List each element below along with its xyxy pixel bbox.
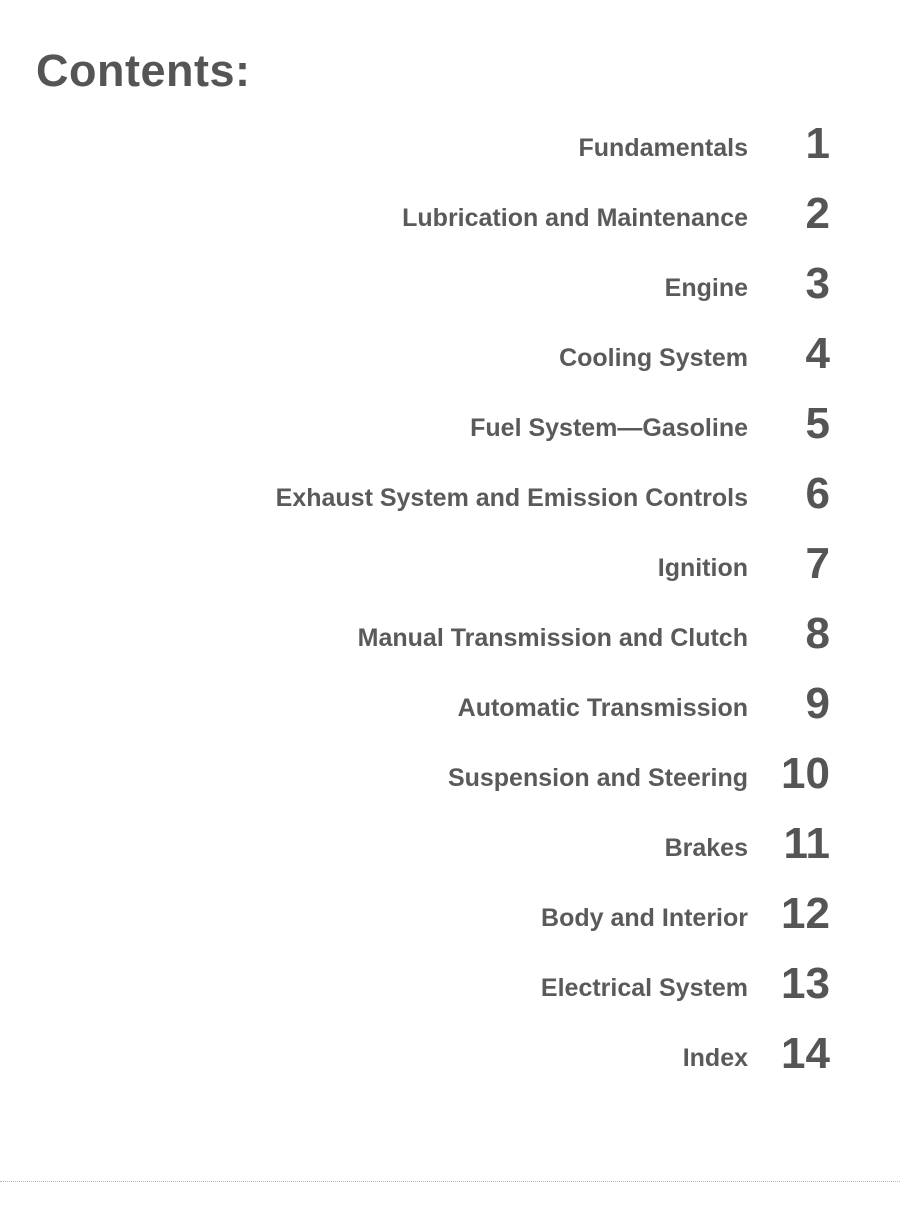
toc-entry-title: Suspension and Steering bbox=[447, 764, 748, 792]
toc-entry-brakes[interactable] bbox=[0, 818, 910, 888]
toc-entry-electrical-system[interactable] bbox=[0, 958, 910, 1028]
toc-entry-number: 6 bbox=[805, 469, 830, 518]
toc-entry-fundamentals[interactable] bbox=[0, 118, 910, 188]
toc-entry-title: Exhaust System and Emission Controls bbox=[275, 484, 748, 512]
toc-entry-fuel-system-gasoline[interactable] bbox=[0, 398, 910, 468]
page-title: Contents: bbox=[36, 45, 251, 96]
toc-entry-number: 4 bbox=[805, 329, 830, 378]
toc-entry-title: Fundamentals bbox=[578, 134, 748, 162]
toc-entry-title: Body and Interior bbox=[541, 904, 748, 932]
toc-entry-title: Brakes bbox=[664, 834, 748, 862]
toc-entry-title: Index bbox=[682, 1044, 748, 1072]
toc-entry-title: Engine bbox=[664, 274, 748, 302]
toc-entry-number: 7 bbox=[805, 539, 830, 588]
toc-entry-number: 11 bbox=[783, 819, 830, 868]
page-bottom-rule bbox=[0, 1181, 900, 1182]
toc-entry-ignition[interactable] bbox=[0, 538, 910, 608]
toc-entry-exhaust-system-and-emission-controls[interactable] bbox=[0, 468, 910, 538]
toc-entry-title: Lubrication and Maintenance bbox=[402, 204, 748, 232]
toc-entry-manual-transmission-and-clutch[interactable] bbox=[0, 608, 910, 678]
toc-entry-index[interactable] bbox=[0, 1028, 910, 1098]
toc-entry-number: 1 bbox=[805, 119, 830, 168]
toc-entry-engine[interactable] bbox=[0, 258, 910, 328]
toc-entry-title: Cooling System bbox=[559, 344, 748, 372]
toc-entry-lubrication-and-maintenance[interactable] bbox=[0, 188, 910, 258]
toc-entry-number: 9 bbox=[805, 679, 830, 728]
toc-entry-title: Electrical System bbox=[540, 974, 748, 1002]
toc-entry-title: Fuel System—Gasoline bbox=[470, 414, 748, 442]
toc-entry-number: 5 bbox=[805, 399, 830, 448]
toc-entry-number: 13 bbox=[781, 959, 830, 1008]
table-of-contents bbox=[0, 118, 910, 1098]
toc-entry-number: 12 bbox=[781, 889, 830, 938]
toc-entry-title: Manual Transmission and Clutch bbox=[357, 624, 748, 652]
toc-entry-title: Ignition bbox=[657, 554, 748, 582]
toc-entry-number: 2 bbox=[805, 189, 830, 238]
toc-entry-cooling-system[interactable] bbox=[0, 328, 910, 398]
toc-entry-number: 14 bbox=[781, 1029, 830, 1078]
toc-entry-automatic-transmission[interactable] bbox=[0, 678, 910, 748]
toc-entry-number: 8 bbox=[805, 609, 830, 658]
toc-entry-number: 3 bbox=[805, 259, 830, 308]
toc-entry-body-and-interior[interactable] bbox=[0, 888, 910, 958]
toc-entry-title: Automatic Transmission bbox=[457, 694, 748, 722]
toc-entry-number: 10 bbox=[781, 749, 830, 798]
toc-entry-suspension-and-steering[interactable] bbox=[0, 748, 910, 818]
